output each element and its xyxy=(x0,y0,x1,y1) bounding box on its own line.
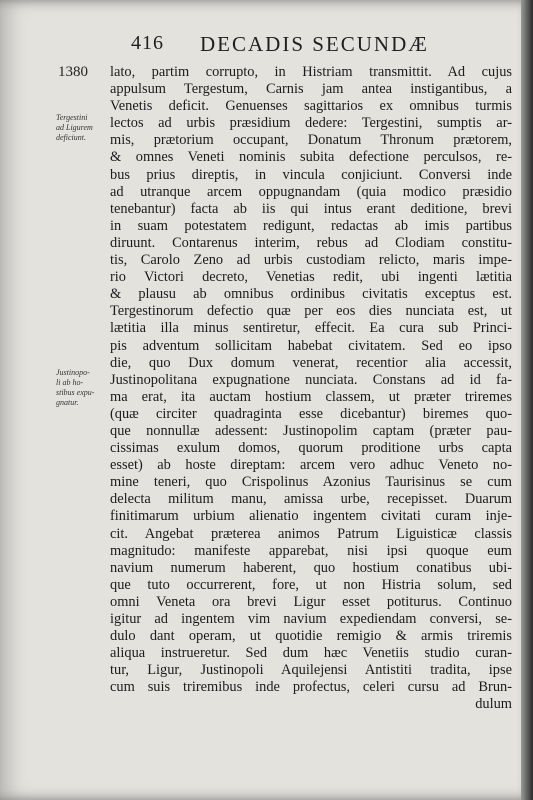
text-line: magnitudo: manifeste apparebat, nisi ipsi quoque eum xyxy=(110,542,512,559)
text-line: bus prius direptis, in vincula conjiciunt. Conversi inde xyxy=(110,166,512,183)
text-line: omni Veneta ora brevi Ligur esset potiturus. Continuo xyxy=(110,593,512,610)
running-title: DECADIS SECUNDÆ xyxy=(200,32,429,56)
page-binding-edge xyxy=(521,0,533,800)
text-line: lato, partim corrupto, in Histriam transmittit. Ad cujus xyxy=(110,64,512,80)
text-line: lectos ad urbis præsidium dedere: Tergestini, sumptis ar- xyxy=(110,115,512,132)
text-line: cit. Angebat præterea animos Patrum Liguisticæ classis xyxy=(110,525,512,542)
page-number: 416 xyxy=(131,32,164,54)
margin-note-line: gnatur. xyxy=(56,398,79,407)
text-line: appulsum Tergestum, Carnis jam antea instigantibus, a xyxy=(110,81,512,98)
text-line: pis adventum sollicitam habebat civitatem. Sed eo ipso xyxy=(110,337,512,354)
text-line: mis, prætorium occupant, Donatum Thronum prætorem, xyxy=(110,132,512,149)
text-line: mine teneri, quo Crispolinus Azonius Taurisinus se cum xyxy=(110,474,512,491)
margin-note-line: Tergestini xyxy=(56,113,88,122)
text-line: & omnes Veneti nominis subita defectione perculsos, re- xyxy=(110,149,512,166)
margin-note-line: ad Ligurem xyxy=(56,123,93,132)
text-line: Justinopolitana expugnatione nunciata. Constans ad id fa- xyxy=(110,371,512,388)
text-line: que nonnullæ adessent: Justinopolim captam (præter pau- xyxy=(110,422,512,439)
text-line: finitimarum urbium alienatio ingentem civitati curam inje- xyxy=(110,508,512,525)
text-line: diruunt. Contarenus interim, rebus ad Clodiam constitu- xyxy=(110,234,512,251)
text-line: rio Victori decreto, Venetias redit, ubi ingenti lætitia xyxy=(110,269,512,286)
margin-year: 1380 xyxy=(58,64,88,80)
text-line: esset) ab hoste direptam: arcem vero adhuc Veneto no- xyxy=(110,457,512,474)
text-line: dulum xyxy=(475,696,512,713)
text-line: cum suis triremibus inde profectus, celeri cursu ad Brun- xyxy=(110,679,512,696)
text-line: tis, Carolo Zeno ad urbis custodiam relicto, maris impe- xyxy=(110,252,512,269)
text-line: cissimas exulum domos, quorum proditione urbs capta xyxy=(110,440,512,457)
text-line: tenebantur) facta ab iis qui intus erant deditione, brevi xyxy=(110,200,512,217)
text-line: delecta militum manu, amissa urbe, recepisset. Duarum xyxy=(110,491,512,508)
margin-note-line: deficiunt. xyxy=(56,133,86,142)
text-line: lætitia illa minus sentiretur, effecit. Ea cura sub Princi- xyxy=(110,320,512,337)
text-line: tur, Ligur, Justinopoli Aquilejensi Antistiti tradita, ipse xyxy=(110,662,512,679)
body-text xyxy=(110,64,512,714)
text-line: igitur ad ingentem vim navium expediendam conversi, se- xyxy=(110,611,512,627)
text-line: in suam potestatem redigunt, redactas ab imis partibus xyxy=(110,217,512,234)
text-line: die, quo Dux domum venerat, recentior alia accessit, xyxy=(110,354,512,371)
text-line: Venetis deficit. Genuenses sagittarios ex omnibus turmis xyxy=(110,98,512,115)
text-line: & plausu ab omnibus ordinibus civitatis exceptus est. xyxy=(110,286,512,303)
text-line: ma erat, ita auctam hostium classem, ut præter triremes xyxy=(110,388,512,405)
margin-note-line: Justinopo- xyxy=(56,368,90,377)
text-line: aliqua instrueretur. Sed dum hæc Venetiis studio curan- xyxy=(110,645,512,662)
text-line: navium numerum haberent, quo hostium conatibus ubi- xyxy=(110,559,512,576)
text-line: (quæ circiter quadraginta esse dicebantur) biremes quo- xyxy=(110,405,512,422)
text-line: Tergestinorum defectio quæ per eos dies nunciata est, ut xyxy=(110,303,512,320)
page-header xyxy=(0,32,533,62)
margin-note-line: li ab ho- xyxy=(56,378,84,387)
margin-note-line: stibus expu- xyxy=(56,388,95,397)
text-line: ad utranque arcem oppugnandam (quia modico præsidio xyxy=(110,183,512,200)
text-line: dulo dant operam, ut quotidie remigio & armis triremis xyxy=(110,628,512,645)
text-line: que tuto occurrerent, fore, ut non Histria solum, sed xyxy=(110,576,512,593)
